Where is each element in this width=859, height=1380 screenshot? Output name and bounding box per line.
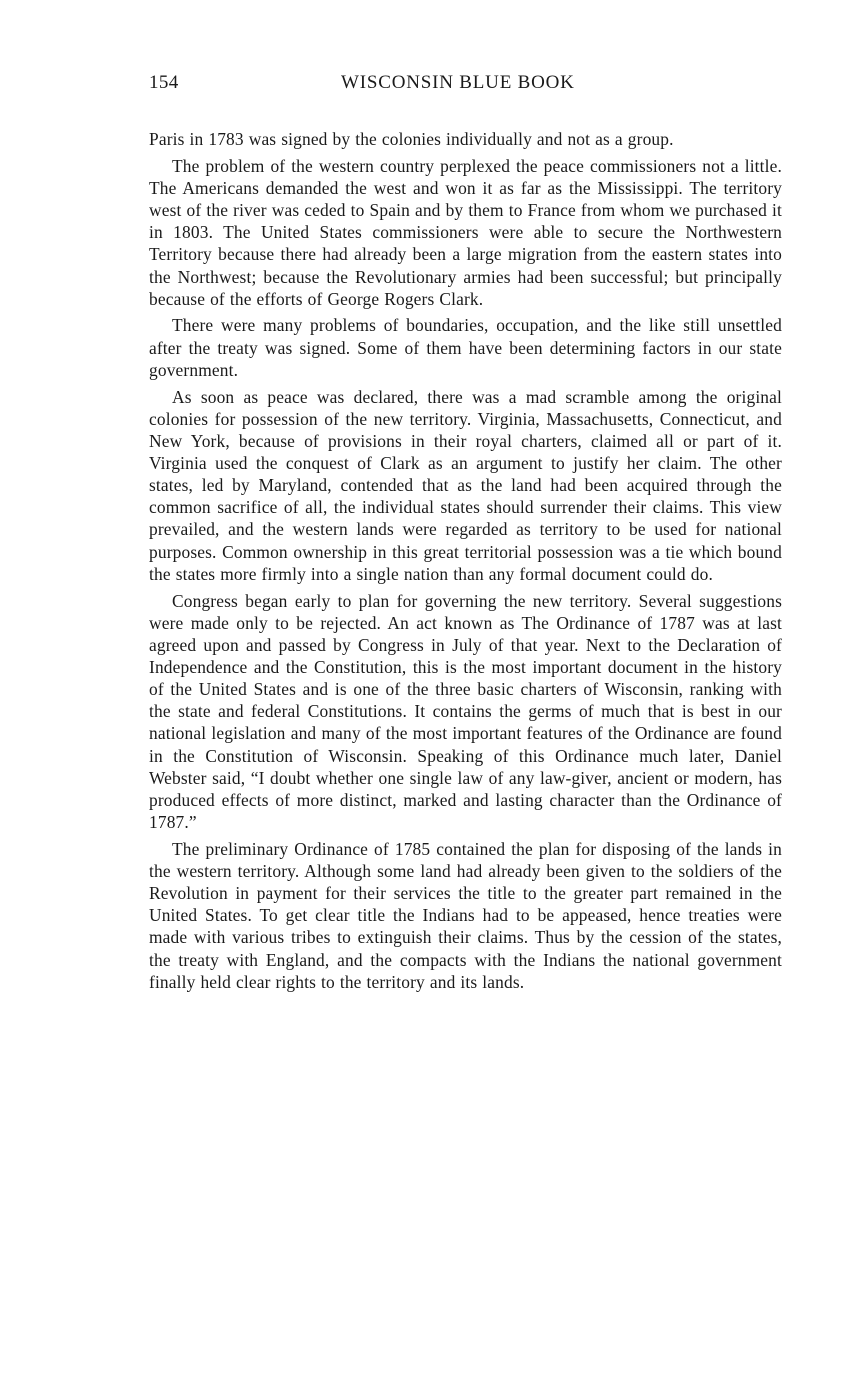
page-number: 154 (149, 72, 179, 93)
paragraph-colonies-scramble: As soon as peace was declared, there was a mad scramble among the original colonies for possession of the new territory. Virginia, Massachusetts, Connecticut, and New York, because of provisions in their royal charters, claimed all or part of it. Virginia used the conquest of Clark as an argument to justify her claim. The other states, led by Maryland, contended that as the land had been acquired through the common sacrifice of all, the individual states should surrender their claims. This view prevailed, and the western lands were regarded as territory to be used for national purposes. Common ownership in this great territorial possession was a tie which bound the states more firmly into a single nation than any formal document could do. (149, 386, 782, 584)
page-header (149, 70, 782, 98)
paragraph-continued: Paris in 1783 was signed by the colonies individually and not as a group. (149, 129, 674, 149)
running-title: WISCONSIN BLUE BOOK (341, 72, 575, 93)
paragraph-ordinance-1785: The preliminary Ordinance of 1785 contained the plan for disposing of the lands in the western territory. Although some land had already been given to the soldiers of the Revolution in payment for their services the title to the greater part remained in the United States. To get clear title the Indians had to be appeased, hence treaties were made with various tribes to extinguish their claims. Thus by the cession of the states, the treaty with England, and the compacts with the Indians the national government finally held clear rights to the territory and its lands. (149, 838, 782, 992)
document-page (149, 70, 782, 998)
paragraph-western-country: The problem of the western country perplexed the peace commissioners not a little. The Americans demanded the west and won it as far as the Mississippi. The territory west of the river was ceded to Spain and by them to France from whom we purchased it in 1803. The United States commissioners were able to secure the Northwestern Territory because there had already been a large migration from the eastern states into the Northwest; because the Revolutionary armies had been successful; but principally because of the efforts of George Rogers Clark. (149, 155, 782, 309)
body-text (149, 128, 782, 993)
paragraph-ordinance-1787: Congress began early to plan for governing the new territory. Several suggestions were made only to be rejected. An act known as The Ordinance of 1787 was at last agreed upon and passed by Congress in July of that year. Next to the Declaration of Independence and the Constitution, this is the most important document in the history of the United States and is one of the three basic charters of Wisconsin, ranking with the state and federal Constitutions. It contains the germs of much that is best in our national legislation and many of the most important features of the Ordinance are found in the Constitution of Wisconsin. Speaking of this Ordinance much later, Daniel Webster said, “I doubt whether one single law of any law-giver, ancient or modern, has produced effects of more distinct, marked and lasting character than the Ordinance of 1787.” (149, 590, 782, 833)
paragraph-boundary-problems: There were many problems of boundaries, occupation, and the like still unsettled after the treaty was signed. Some of them have been determining factors in our state government. (149, 315, 782, 380)
